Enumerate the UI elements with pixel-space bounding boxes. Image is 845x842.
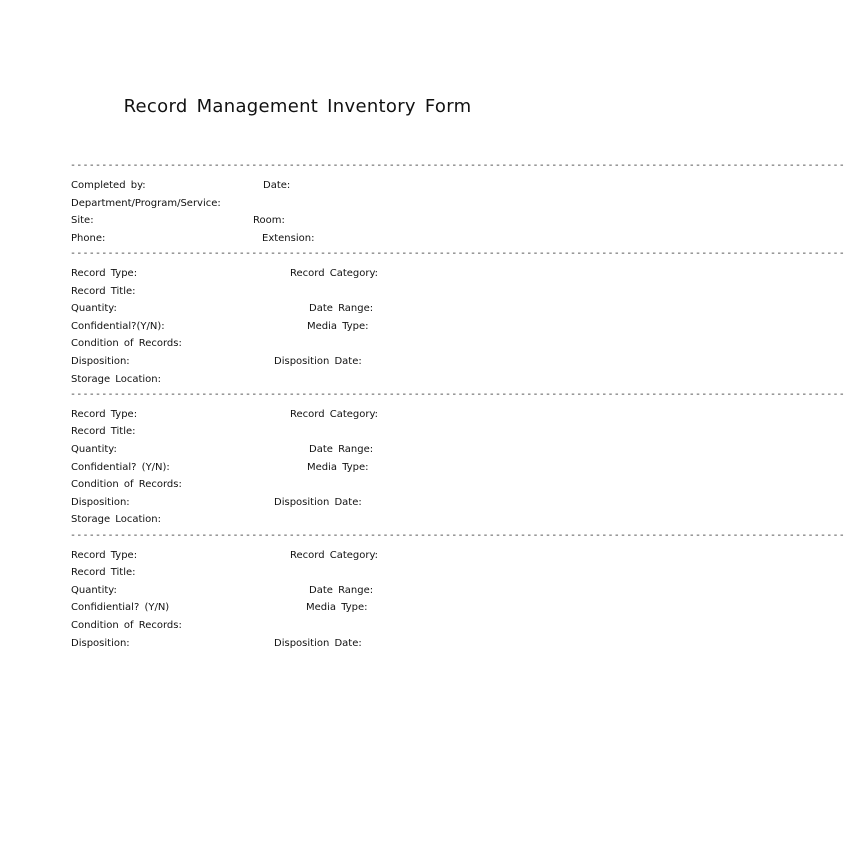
record-2-title-label: Record Title: [71,426,136,437]
extension-label: Extension: [262,233,315,244]
record-3-type-label: Record Type: [71,550,138,561]
department-label: Department/Program/Service: [71,198,221,209]
record-2-date-range-label: Date Range: [309,444,374,455]
record-3-disposition-label: Disposition: [71,638,130,649]
separator-1: ---------------------------------------------------------------------------------------------------------------------------- [70,160,845,171]
separator-3: ---------------------------------------------------------------------------------------------------------------------------- [70,389,845,400]
record-3-confidential-label: Confidiential? (Y/N) [71,602,170,613]
record-1-type-label: Record Type: [71,268,138,279]
record-1-disposition-label: Disposition: [71,356,130,367]
completed-by-label: Completed by: [71,180,146,191]
record-3-category-label: Record Category: [290,550,379,561]
record-1-condition-label: Condition of Records: [71,338,182,349]
record-1-title-label: Record Title: [71,286,136,297]
date-label: Date: [263,180,291,191]
page-title: Record Management Inventory Form [123,96,472,117]
record-1-date-range-label: Date Range: [309,303,374,314]
separator-4: ---------------------------------------------------------------------------------------------------------------------------- [70,530,845,541]
record-2-type-label: Record Type: [71,409,138,420]
record-2-quantity-label: Quantity: [71,444,117,455]
record-1-disposition-date-label: Disposition Date: [274,356,362,367]
room-label: Room: [253,215,285,226]
record-3-disposition-date-label: Disposition Date: [274,638,362,649]
record-1-confidential-label: Confidential?(Y/N): [71,321,165,332]
record-3-condition-label: Condition of Records: [71,620,182,631]
phone-label: Phone: [71,233,106,244]
record-2-media-type-label: Media Type: [307,462,369,473]
record-3-quantity-label: Quantity: [71,585,117,596]
separator-2: ---------------------------------------------------------------------------------------------------------------------------- [70,248,845,259]
record-3-media-type-label: Media Type: [306,602,368,613]
record-2-disposition-date-label: Disposition Date: [274,497,362,508]
record-2-disposition-label: Disposition: [71,497,130,508]
record-2-category-label: Record Category: [290,409,379,420]
record-3-title-label: Record Title: [71,567,136,578]
record-1-media-type-label: Media Type: [307,321,369,332]
record-2-condition-label: Condition of Records: [71,479,182,490]
site-label: Site: [71,215,94,226]
record-2-storage-location-label: Storage Location: [71,514,161,525]
record-1-category-label: Record Category: [290,268,379,279]
record-1-storage-location-label: Storage Location: [71,374,161,385]
record-2-confidential-label: Confidential? (Y/N): [71,462,170,473]
record-1-quantity-label: Quantity: [71,303,117,314]
record-3-date-range-label: Date Range: [309,585,374,596]
